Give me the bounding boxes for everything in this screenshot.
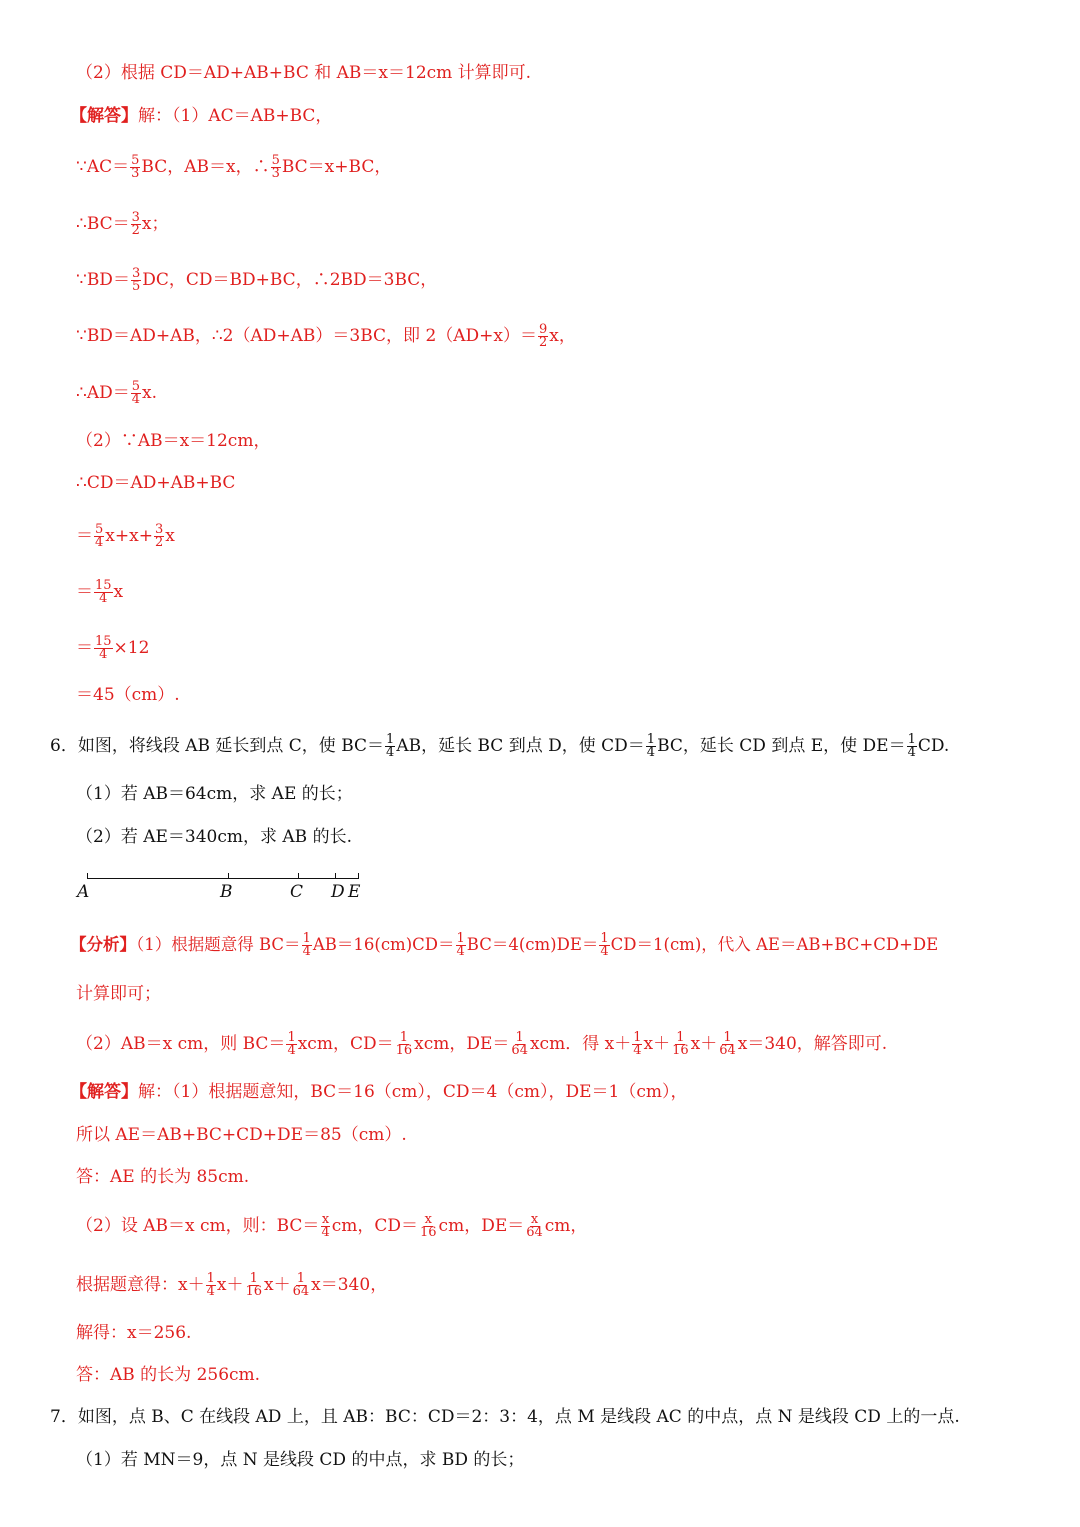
text: x＝340， — [311, 1275, 388, 1295]
numerator: 1 — [287, 1030, 296, 1045]
denominator: 64 — [292, 1284, 310, 1299]
fraction — [320, 1214, 330, 1239]
numerator: 9 — [539, 322, 548, 337]
fraction — [286, 1032, 296, 1057]
denominator: 4 — [95, 535, 104, 550]
numerator: x — [530, 1212, 539, 1227]
solution-6-line-6: 解得：x＝256. — [76, 1323, 192, 1343]
text: DC，CD＝BD+BC，∴2BD＝3BC， — [142, 270, 438, 290]
denominator: 4 — [321, 1225, 330, 1240]
fraction — [395, 1032, 414, 1057]
fraction — [907, 734, 917, 759]
fraction — [94, 636, 113, 661]
numerator: 1 — [676, 1030, 685, 1045]
numerator: 1 — [302, 931, 311, 946]
fraction — [525, 1214, 544, 1239]
denominator: 4 — [302, 944, 311, 959]
fraction — [718, 1032, 737, 1057]
denominator: 64 — [719, 1043, 736, 1058]
denominator: 4 — [456, 944, 465, 959]
numerator: 1 — [646, 732, 656, 747]
text: CD＝1(cm)，代入 AE＝AB+BC+CD+DE — [610, 935, 939, 954]
tick-d — [335, 873, 336, 879]
denominator: 4 — [99, 647, 108, 662]
numerator: 1 — [907, 732, 916, 747]
denominator: 4 — [600, 944, 609, 959]
text: CD. — [917, 736, 950, 756]
fraction — [94, 524, 104, 549]
denominator: 4 — [99, 591, 108, 606]
numerator: 3 — [131, 210, 140, 225]
text: x. — [142, 383, 158, 403]
solution-line-1 — [70, 105, 332, 127]
text: x＝340，解答即可. — [737, 1034, 888, 1054]
point-label-c: C — [290, 882, 304, 902]
denominator: 16 — [672, 1043, 689, 1058]
numerator: 15 — [95, 634, 112, 649]
denominator: 4 — [646, 745, 656, 760]
text: 解：（1）AC＝AB+BC， — [138, 106, 333, 126]
denominator: 4 — [131, 392, 141, 407]
denominator: 4 — [907, 745, 916, 760]
text: BC＝4(cm)DE＝ — [466, 935, 599, 954]
tick-b — [228, 873, 229, 879]
analysis-6-line-3 — [76, 1032, 887, 1057]
fraction — [131, 381, 141, 406]
text: ＝ — [76, 582, 93, 602]
solution-line-12: ＝45（cm）. — [76, 685, 180, 705]
text: ∴AD＝ — [76, 383, 130, 403]
numerator: 3 — [154, 522, 164, 537]
text: AB，延长 BC 到点 D，使 CD＝ — [396, 736, 645, 756]
question-6-part1: （1）若 AB＝64cm，求 AE 的长； — [76, 784, 353, 804]
text: xcm，CD＝ — [297, 1034, 394, 1054]
numerator: 1 — [515, 1030, 524, 1045]
text: ∴BC＝ — [76, 214, 130, 234]
segment-diagram — [77, 868, 380, 908]
fraction — [94, 580, 113, 605]
numerator: 1 — [206, 1271, 215, 1286]
denominator: 64 — [526, 1225, 543, 1240]
solution-line-10 — [76, 580, 123, 605]
analysis-6-line-1 — [70, 933, 938, 958]
denominator: 4 — [206, 1284, 215, 1299]
numerator: 1 — [249, 1271, 258, 1286]
numerator: 5 — [271, 153, 280, 168]
denominator: 2 — [131, 223, 140, 238]
fraction — [538, 324, 548, 349]
numerator: 1 — [386, 732, 395, 747]
solution-line-9 — [76, 524, 175, 549]
numerator: 1 — [296, 1271, 306, 1286]
fraction — [131, 268, 141, 293]
text: AB＝16(cm)CD＝ — [312, 935, 455, 954]
solution-line-8: ∴CD＝AD+AB+BC — [76, 473, 236, 493]
fraction — [206, 1273, 216, 1298]
tick-c — [298, 873, 299, 879]
solution-line-4 — [76, 268, 437, 293]
text: cm， — [544, 1216, 588, 1236]
denominator: 64 — [511, 1043, 528, 1058]
solution-6-line-1 — [70, 1081, 688, 1103]
tick-e — [358, 873, 359, 879]
point-label-a: A — [77, 882, 90, 902]
numerator: 1 — [399, 1030, 408, 1045]
question-7: 7．如图，点 B、C 在线段 AD 上，且 AB：BC：CD＝2：3：4，点 M 是线段 AC 的中点，点 N 是线段 CD 上的一点. — [50, 1407, 960, 1427]
point-label-e: E — [348, 882, 361, 902]
segment-line — [87, 878, 359, 879]
denominator: 4 — [287, 1043, 296, 1058]
fraction — [244, 1273, 263, 1298]
solution-line-2 — [76, 155, 391, 180]
numerator: x — [424, 1212, 432, 1227]
solution-line-3 — [76, 212, 169, 237]
numerator: 15 — [95, 578, 112, 593]
text: x — [113, 582, 124, 602]
numerator: 5 — [95, 522, 104, 537]
text: ＝ — [76, 526, 93, 546]
solution-6-line-2: 所以 AE＝AB+BC+CD+DE＝85（cm）. — [76, 1125, 407, 1145]
fraction — [632, 1032, 642, 1057]
text: x＋ — [690, 1034, 718, 1054]
denominator: 16 — [420, 1225, 437, 1240]
question-6 — [50, 734, 949, 759]
text: x； — [141, 214, 169, 234]
denominator: 3 — [271, 166, 280, 181]
denominator: 2 — [154, 535, 164, 550]
text: x＋ — [643, 1034, 671, 1054]
solution-line-11 — [76, 636, 149, 661]
text: x＋ — [216, 1275, 244, 1295]
solution-6-line-3: 答：AE 的长为 85cm. — [76, 1167, 250, 1187]
point-label-d: D — [331, 882, 345, 902]
fraction — [646, 734, 656, 759]
fraction — [154, 524, 164, 549]
text: 解：（1）根据题意知，BC＝16（cm），CD＝4（cm），DE＝1（cm）， — [138, 1082, 688, 1102]
answer-tag: 【解答】 — [70, 1082, 138, 1102]
fraction — [510, 1032, 529, 1057]
analysis-6-line-2: 计算即可； — [76, 984, 161, 1004]
solution-line-6 — [76, 381, 157, 406]
text: （2）设 AB＝x cm，则：BC＝ — [76, 1216, 320, 1236]
solution-line-5 — [76, 324, 576, 349]
denominator: 16 — [245, 1284, 263, 1299]
fraction — [599, 933, 609, 958]
fraction — [271, 155, 281, 180]
denominator: 4 — [386, 745, 395, 760]
fraction — [419, 1214, 438, 1239]
text: xcm，DE＝ — [414, 1034, 510, 1054]
text: ∵BD＝AD+AB，∴2（AD+AB）＝3BC，即 2（AD+x）＝ — [76, 326, 537, 346]
answer-tag: 【解答】 — [70, 106, 138, 126]
fraction — [302, 933, 312, 958]
text: x＋ — [264, 1275, 291, 1295]
analysis-part2: （2）根据 CD＝AD+AB+BC 和 AB＝x＝12cm 计算即可. — [76, 63, 532, 83]
text: x — [165, 526, 175, 546]
point-label-b: B — [220, 882, 233, 902]
solution-6-line-4 — [76, 1214, 587, 1239]
numerator: 5 — [131, 153, 140, 168]
text: x， — [549, 326, 576, 346]
fraction — [292, 1273, 311, 1298]
analysis-tag: 【分析】 — [70, 935, 136, 954]
fraction — [456, 933, 466, 958]
text: BC，延长 CD 到点 E，使 DE＝ — [657, 736, 906, 756]
text: cm，DE＝ — [438, 1216, 525, 1236]
numerator: 1 — [600, 931, 609, 946]
text: BC，AB＝x，∴ — [141, 157, 270, 177]
fraction — [130, 155, 140, 180]
question-6-part2: （2）若 AE＝340cm，求 AB 的长. — [76, 827, 352, 847]
numerator: 1 — [633, 1030, 642, 1045]
fraction — [671, 1032, 690, 1057]
denominator: 16 — [395, 1043, 413, 1058]
question-7-part1: （1）若 MN＝9，点 N 是线段 CD 的中点，求 BD 的长； — [76, 1450, 525, 1470]
numerator: 3 — [131, 266, 141, 281]
text: x+x+ — [105, 526, 153, 546]
denominator: 2 — [539, 335, 548, 350]
text: （2）AB＝x cm，则 BC＝ — [76, 1034, 286, 1054]
numerator: 1 — [456, 931, 465, 946]
tick-a — [87, 873, 88, 879]
fraction — [131, 212, 141, 237]
text: ∵BD＝ — [76, 270, 130, 290]
text: cm，CD＝ — [331, 1216, 418, 1236]
denominator: 5 — [131, 279, 141, 294]
numerator: x — [321, 1212, 330, 1227]
fraction — [385, 734, 395, 759]
denominator: 4 — [633, 1043, 642, 1058]
solution-line-7: （2）∵AB＝x＝12cm， — [76, 431, 271, 451]
numerator: 1 — [723, 1030, 732, 1045]
text: ＝ — [76, 638, 93, 658]
numerator: 5 — [131, 379, 141, 394]
solution-6-line-5 — [76, 1273, 387, 1298]
text: xcm．得 x＋ — [529, 1034, 632, 1054]
text: ∵AC＝ — [76, 157, 130, 177]
solution-6-line-7: 答：AB 的长为 256cm. — [76, 1365, 261, 1385]
text: 根据题意得：x＋ — [76, 1275, 205, 1295]
text: （1）根据题意得 BC＝ — [136, 935, 301, 954]
text: 6．如图，将线段 AB 延长到点 C，使 BC＝ — [50, 736, 385, 756]
text: ×12 — [113, 638, 150, 658]
text: BC＝x+BC， — [281, 157, 392, 177]
denominator: 3 — [131, 166, 140, 181]
